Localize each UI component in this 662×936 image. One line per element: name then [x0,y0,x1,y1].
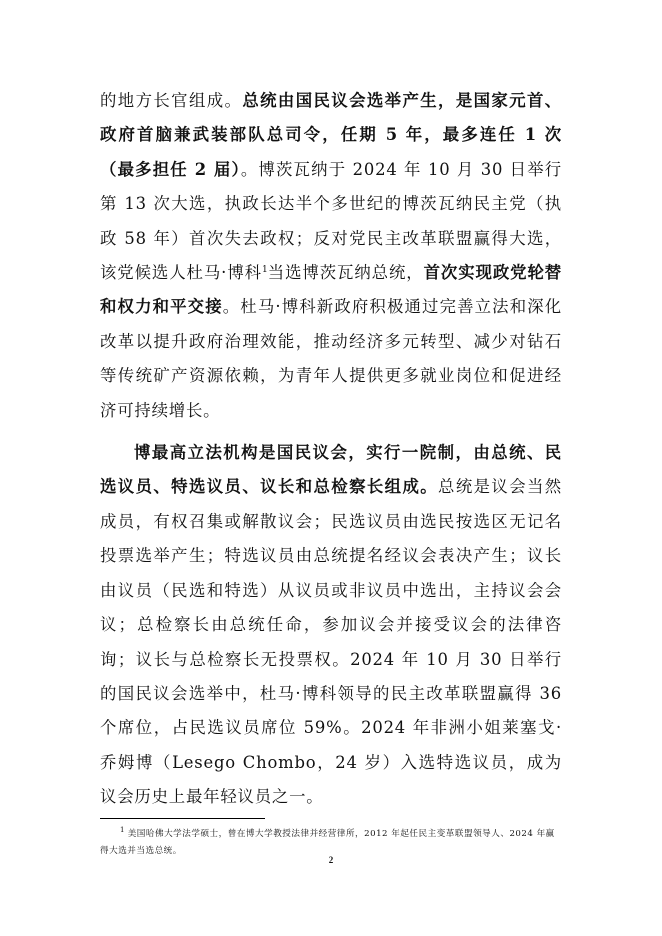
sentence: 当选博茨瓦纳总统， [267,263,424,283]
sentence: 。博茨瓦纳于 2024 年 10 月 30 日举行第 13 次大选，执政长达半个多世纪的博茨瓦纳民主党（执政 58 年）首次失去政权；反对党民主改革联盟赢得大选，该党候选人杜马·博科 [100,159,562,283]
bold-sentence: 首次实现政党轮替和权力和平交接 [100,263,563,317]
body-text [100,84,562,823]
footnote-text: 美国哈佛大学法学硕士，曾在博大学教授法律并经营律所，2012 年起任民主变革联盟领导人、2024 年赢得大选并当选总统。 [100,829,555,856]
sentence: 。杜马·博科新政府积极通过完善立法和深化改革以提升政府治理效能，推动经济多元转型、减少对钻石等传统矿产资源依赖，为青年人提供更多就业岗位和促进经济可持续增长。 [100,297,562,420]
footnote-reference[interactable]: 1 [261,265,268,276]
paragraph-president [100,84,562,428]
footnote-divider [100,818,265,819]
footnote-marker: 1 [120,826,125,834]
sentence: 的地方长官组成。 [100,91,243,110]
bold-sentence: 总统由国民议会选举产生，是国家元首、政府首脑兼武装部队总司令，任期 5 年，最多连任 1 次（最多担任 2 届） [100,91,562,179]
sentence: 总统是议会当然成员，有权召集或解散议会；民选议员由选民按选区无记名投票选举产生；特选议员由总统提名经议会表决产生；议长由议员（民选和特选）从议员或非议员中选出，主持议会会议；总检察长由总统任命，参加议会并接受议会的法律咨询；议长与总检察长无投票权。2024 年 10 月 30 日举行的国民议会选举中，杜马·博科领导的民主改革联盟赢得 36 个席位，占民选议员席位 59%。2024 年非洲小姐莱塞戈·乔姆博（Lesego Chombo，24 岁）入选特选议员，成为议会历史上最年轻议员之一。 [100,477,562,807]
paragraph-parliament [100,436,562,814]
bold-sentence: 博最高立法机构是国民议会，实行一院制，由总统、民选议员、特选议员、议长和总检察长组成。 [100,443,562,497]
page-number: 2 [328,855,334,865]
